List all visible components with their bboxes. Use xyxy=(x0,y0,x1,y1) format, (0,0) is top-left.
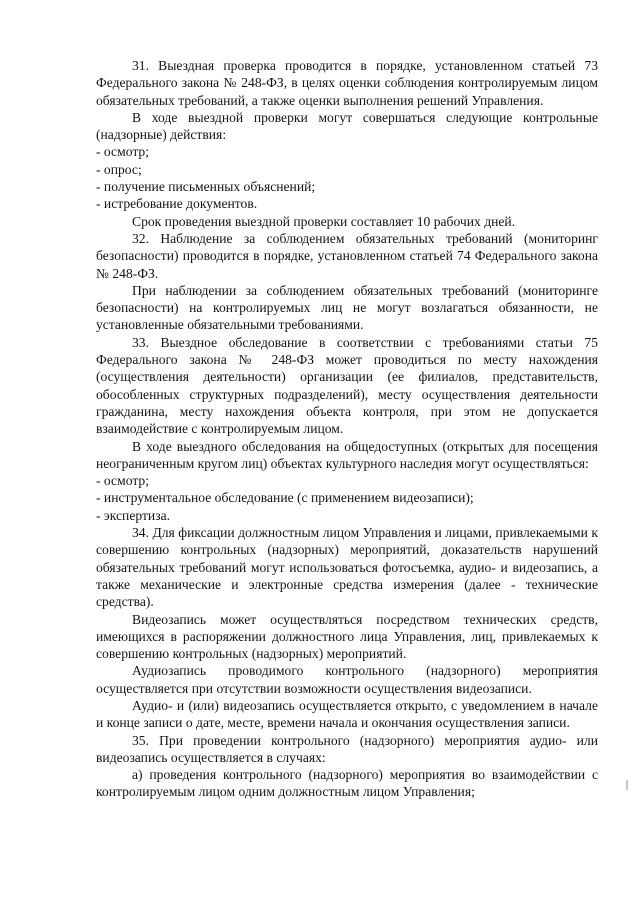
list-item: - инструментальное обследование (с применением видеозаписи); xyxy=(96,490,474,506)
paragraph-34-open-recording: Аудио- и (или) видеозапись осуществляется открыто, с уведомлением в начале и конце записи о дате, месте, времени начала и окончания осуществления записи. xyxy=(96,697,598,731)
paragraph-33: 33. Выездное обследование в соответствии с требованиями статьи 75 Федерального закона № 248-ФЗ может проводиться по месту нахождения (осуществления деятельности) организации (ее филиалов, представительств, обособленных структурных подразделений), месту осуществления деятельности гражданина, месту нахождения объекта контроля, при этом не допускается взаимодействие с контролируемым лицом. xyxy=(96,334,598,437)
paragraph-31-term: Срок проведения выездной проверки составляет 10 рабочих дней. xyxy=(132,213,516,229)
paragraph-34-audio: Аудиозапись проводимого контрольного (надзорного) мероприятия осуществляется при отсутствии возможности осуществления видеозаписи. xyxy=(96,663,598,696)
paragraph-34-video: Видеозапись может осуществляться посредством технических средств, имеющихся в распоряжении должностного лица Управления, лиц, привлекаемых к совершению контрольных (надзорных) мероприятий. xyxy=(96,611,598,662)
list-item: - истребование документов. xyxy=(96,196,258,212)
paragraph-34: 34. Для фиксации должностным лицом Управления и лицами, привлекаемыми к совершению контрольных (надзорных) мероприятий, доказательств нарушений обязательных требований могут использоваться фотосъемка, аудио- и видеозапись, а также механические и электронные средства измерения (далее - технические средства). xyxy=(96,525,598,610)
scan-mark xyxy=(626,780,628,790)
document-page xyxy=(96,57,598,801)
paragraph-35: 35. При проведении контрольного (надзорного) мероприятия аудио- или видеозапись осуществляется в случаях: xyxy=(96,732,598,765)
list-item: - опрос; xyxy=(96,161,142,177)
list-item: - получение письменных объяснений; xyxy=(96,179,316,195)
paragraph-33-heritage: В ходе выездного обследования на общедоступных (открытых для посещения неограниченным кругом лиц) объектах культурного наследия могут осуществляться: xyxy=(96,438,598,471)
paragraph-31-actions-intro: В ходе выездной проверки могут совершаться следующие контрольные (надзорные) действия: xyxy=(96,109,598,143)
list-item: - осмотр; xyxy=(96,473,149,489)
list-item: - экспертиза. xyxy=(96,507,171,523)
list-item: - осмотр; xyxy=(96,144,149,160)
paragraph-31: 31. Выездная проверка проводится в порядке, установленном статьей 73 Федерального закона № 248-ФЗ, в целях оценки соблюдения контролируемым лицом обязательных требований, а также оценки выполнения решений Управления. xyxy=(96,58,598,108)
paragraph-32: 32. Наблюдение за соблюдением обязательных требований (мониторинг безопасности) проводится в порядке, установленном статьей 74 Федерального закона № 248-ФЗ. xyxy=(96,230,598,281)
paragraph-32-obligations: При наблюдении за соблюдением обязательных требований (мониторинге безопасности) на контролируемых лиц не могут возлагаться обязанности, не установленные обязательными требованиями. xyxy=(96,282,598,333)
paragraph-35-a: а) проведения контрольного (надзорного) мероприятия во взаимодействии с контролируемым лицом одним должностным лицом Управления; xyxy=(96,767,598,800)
